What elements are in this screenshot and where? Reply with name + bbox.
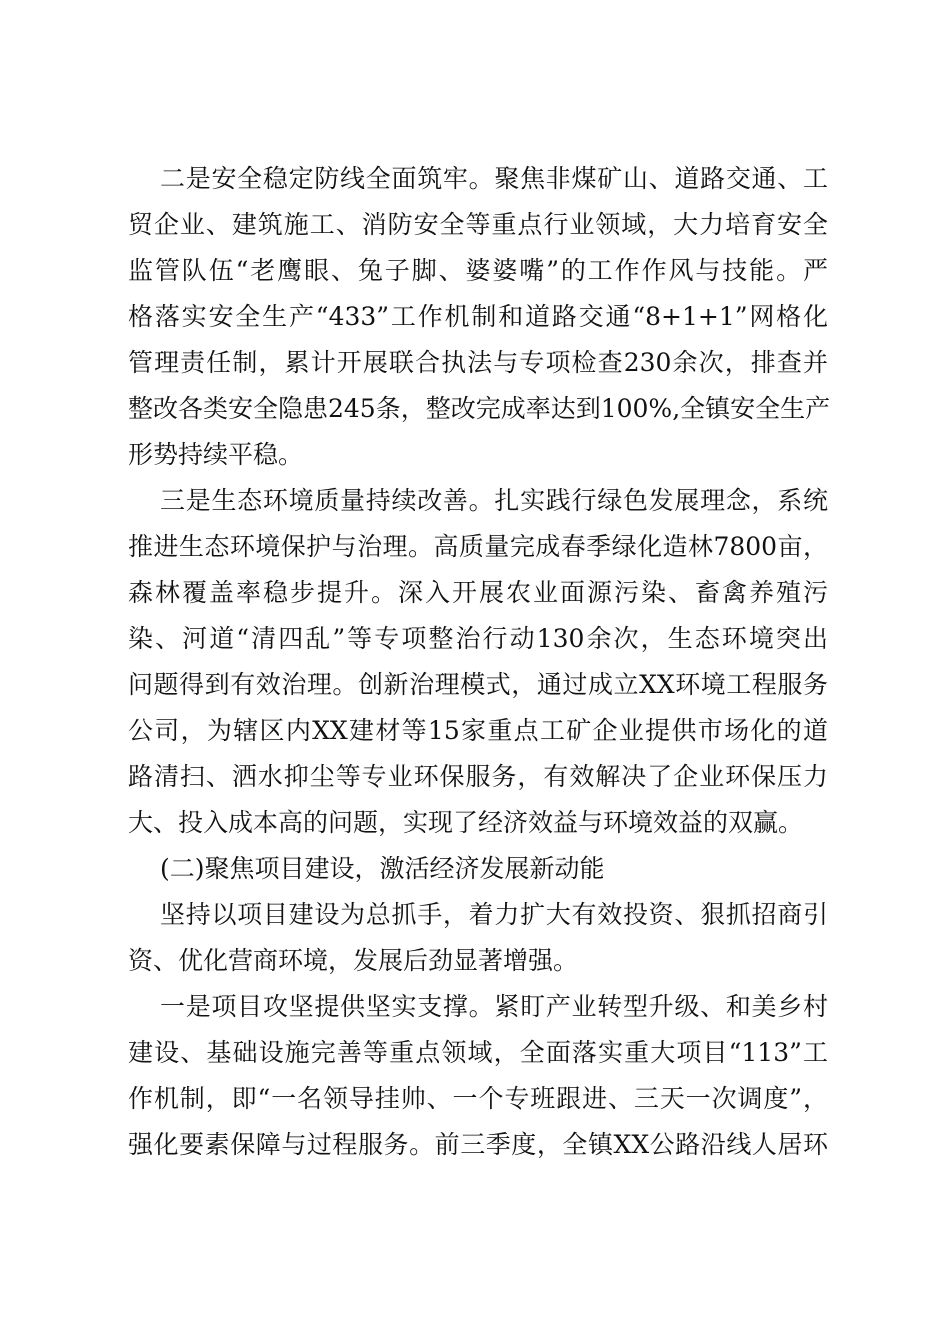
section-heading: (二)聚焦项目建设，激活经济发展新动能 — [160, 854, 605, 883]
document-body — [128, 156, 831, 1168]
paragraph-line: 作机制，即“一名领导挂帅、一个专班跟进、三天一次调度”， — [128, 1084, 828, 1113]
paragraph-line: 森林覆盖率稳步提升。深入开展农业面源污染、畜禽养殖污 — [128, 578, 828, 607]
paragraph-line: 一是项目攻坚提供坚实支撑。紧盯产业转型升级、和美乡村 — [160, 992, 828, 1021]
paragraph-line: 管理责任制，累计开展联合执法与专项检查230余次，排查并 — [128, 348, 828, 377]
paragraph-line: 二是安全稳定防线全面筑牢。聚焦非煤矿山、道路交通、工 — [160, 164, 828, 193]
paragraph-line: 建设、基础设施完善等重点领域，全面落实重大项目“113”工 — [128, 1038, 828, 1067]
paragraph-line: 形势持续平稳。 — [128, 440, 304, 469]
paragraph-line: 染、河道“清四乱”等专项整治行动130余次，生态环境突出 — [128, 624, 828, 653]
paragraph-line: 问题得到有效治理。创新治理模式，通过成立XX环境工程服务 — [128, 670, 828, 699]
paragraph-line: 强化要素保障与过程服务。前三季度，全镇XX公路沿线人居环 — [128, 1130, 828, 1159]
paragraph-line: 监管队伍“老鹰眼、兔子脚、婆婆嘴”的工作作风与技能。严 — [128, 256, 828, 285]
paragraph-line: 坚持以项目建设为总抓手，着力扩大有效投资、狠抓招商引 — [160, 900, 828, 929]
paragraph-line: 整改各类安全隐患245条，整改完成率达到100%,全镇安全生产 — [128, 394, 831, 423]
paragraph-line: 路清扫、洒水抑尘等专业环保服务，有效解决了企业环保压力 — [128, 762, 828, 791]
paragraph-line: 三是生态环境质量持续改善。扎实践行绿色发展理念，系统 — [160, 486, 828, 515]
paragraph-line: 格落实安全生产“433”工作机制和道路交通“8+1+1”网格化 — [128, 302, 828, 331]
paragraph-line: 资、优化营商环境，发展后劲显著增强。 — [128, 946, 579, 975]
paragraph-line: 大、投入成本高的问题，实现了经济效益与环境效益的双赢。 — [128, 808, 804, 837]
paragraph-line: 公司，为辖区内XX建材等15家重点工矿企业提供市场化的道 — [128, 716, 828, 745]
paragraph-line: 推进生态环境保护与治理。高质量完成春季绿化造林7800亩， — [128, 532, 828, 561]
paragraph-line: 贸企业、建筑施工、消防安全等重点行业领域，大力培育安全 — [128, 210, 828, 239]
